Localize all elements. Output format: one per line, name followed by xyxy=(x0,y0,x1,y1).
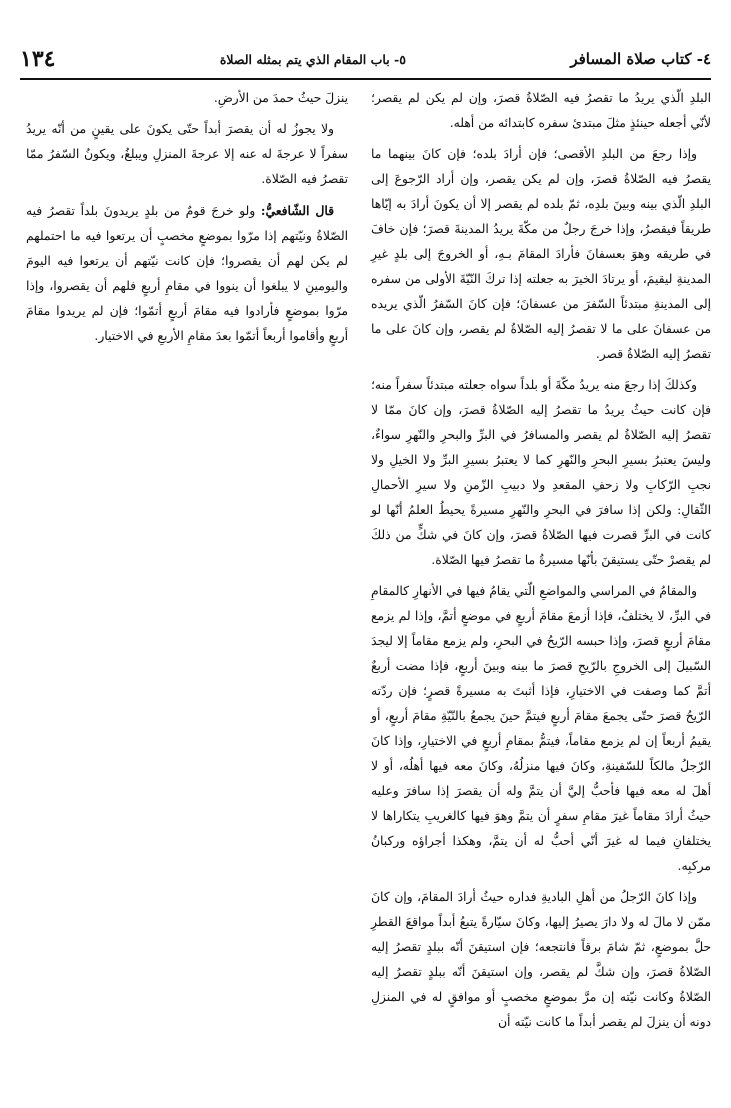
paragraph xyxy=(371,142,711,367)
paragraph xyxy=(371,579,711,879)
right-text-column xyxy=(371,86,711,1041)
paragraph xyxy=(371,885,711,1035)
chapter-title: ٤- كتاب صلاة المسافر xyxy=(570,50,711,68)
speaker-lead: قال الشّافعيُّ: xyxy=(260,203,334,218)
paragraph xyxy=(26,117,348,192)
running-header xyxy=(20,44,711,74)
paragraph-text: وكذلكَ إذا رجعَ منه يريدُ مكّةَ أو بلداً سواه جعلته مبتدئاً سفراً منه؛ فإن كانت حيثُ يريدُ ما تقصرُ إليه الصّلاةُ قصرَ، وإن كانَ ممّا لا تقصرُ إليه الصّلاةُ لم يقصر والمسافرُ في البرِّ والبحرِ والنّهرِ سواءٌ، وليسَ يعتبرُ بسيرِ البحرِ والنّهرِ كما لا يعتبرُ بسيرِ البرِّ ولا الخيلِ ولا نجبِ الرّكابِ ولا زحفِ المقعدِ ولا دبيبِ الزّمنِ ولا سيرِ الأحمالِ الثّقالِ: ولكن إذا سافرَ في البحرِ والنّهرِ مسيرةً يحيطُ العلمُ أنّها لو كانت في البرِّ قصرت فيها الصّلاةُ قصرَ، وإن كانَ في شكٍّ من ذلكَ لم يقصرْ حتّى يستيقنَ بأنّها مسيرةُ ما تقصرُ فيها الصّلاة. xyxy=(371,378,711,567)
paragraph-text: ولا يجوزُ له أن يقصرَ أبداً حتّى يكونَ على يقينٍ من أنّه يريدُ سفراً لا عرجةَ له عنه إلا عرجةَ المنزلِ ويبلغُ، ويكونُ السّفرُ ممّا تقصرُ فيه الصّلاة. xyxy=(26,122,348,186)
header-rule xyxy=(20,78,711,80)
paragraph xyxy=(26,86,348,111)
paragraph xyxy=(26,198,348,349)
page-number: ١٣٤ xyxy=(20,46,56,72)
paragraph-text: وإذا كانَ الرّجلُ من أهلِ الباديةِ فداره حيثُ أرادَ المقامَ، وإن كانَ ممّن لا مالَ له ولا دارَ يصيرُ إليها، وكانَ سيّارةً يتبعُ أبداً مواقعَ القطرِ حلَّ بموضعٍ، ثمّ شامَ برقاً فانتجعه؛ فإن استيقنَ أنّه ببلدٍ تقصرُ إليه الصّلاةُ قصرَ، وإن شكَّ لم يقصر، وإن استيقنَ أنّه ببلدٍ تقصرُ إليه الصّلاةُ وكانت نيّته إن مرَّ بموضعٍ مخصبٍ أو موافقٍ له في المنزلِ دونه أن ينزلَ لم يقصر أبداً ما كانت نيّته أن xyxy=(371,890,711,1029)
paragraph-text: والمقامُ في المراسي والمواضعِ الّتي يقامُ فيها في الأنهارِ كالمقامِ في البرِّ، لا يختلفُ، فإذا أزمعَ مقامَ أربعٍ في موضعٍ أتمَّ، وإذا لم يزمع مقامَ أربعٍ قصرَ، وإذا حبسه الرّيحُ في البحرِ، ولم يزمع مقاماً إلا ليجدَ السّبيلَ إلى الخروجِ بالرّيحِ قصرَ ما بينه وبينَ أربعٍ، فإذا مضت أربعٌ أتمَّ كما وصفت في الاختيارِ، فإذا أثبتَ به مسيرةً قصرٍ؛ فإن ردّته الرّيحُ قصرَ حتّى يجمعَ مقامَ أربعٍ فيتمَّ حينَ يجمعُ بالنّيّةِ مقامَ أربعٍ، أو يقيمُ أربعاً إن لم يزمع مقاماً، فيتمُّ بمقامِ أربعٍ في الاختيارِ، وإذا كانَ الرّجلُ مالكاً للسّفينةِ، وكانَ فيها منزلُهُ، وكانَ معه فيها أهلُه، أو لا أهلَ له معه فيها فأحبُّ إليَّ أن يتمَّ وله أن يقصرَ إذا سافرَ وعليه حيثُ أرادَ مقاماً غيرَ مقامِ سفرٍ أن يتمَّ وهوَ فيها كالغريبِ يتكاراها لا يختلفانِ فيما له غيرَ أنّي أحبُّ له أن يتمَّ، وهكذا أجراؤه وركبانُ مركبِه. xyxy=(371,584,711,873)
paragraph-text: البلدِ الّذي يريدُ ما تقصرُ فيه الصّلاةُ قصرَ، وإن لم يكن لم يقصر؛ لأنّي أجعله حينئذٍ مثلَ مبتدئ سفره كابتدائه من أهله. xyxy=(371,91,711,130)
paragraph-text: وإذا رجعَ من البلدِ الأقصى؛ فإن أرادَ بلده؛ فإن كانَ بينهما ما يقصرُ فيه الصّلاةُ قصرَ، وإن لم يكن يقصر، وإن أراد الرّجوعَ إلى البلدِ الّذي بينه وبينَ بلدِه، ثمّ بلده لم يقصر إلا أن يكونَ أرادَ به إيّاها طريقاً فيقصرُ، وإذا خرجَ رجلٌ من مكّةَ يريدُ المدينةَ قصرَ؛ فإن خافَ في طريقه وهوَ بعسفانَ فأرادَ المقامَ بـهِ، أو الخروجَ إلى بلدٍ غيرِ المدينةِ ليقيمَ، أو يرتادَ الخيرَ به جعلته إذا تركَ النّيّةَ الأولى من سفره إلى المدينةِ مبتدئاً السّفرَ من عسفانَ؛ فإن كانَ السّفرُ الّذي يريده من عسفانَ على ما لا تقصرُ إليه الصّلاةُ لم يقصر، وإن كانَ على ما تقصرُ إليه الصّلاةُ قصر. xyxy=(371,147,711,361)
section-title: ٥- باب المقام الذي يتم بمثله الصلاة xyxy=(219,51,406,67)
paragraph xyxy=(371,86,711,136)
left-text-column xyxy=(26,86,348,355)
paragraph xyxy=(371,373,711,573)
paragraph-text: ينزلَ حيثُ حمدَ من الأرضِ. xyxy=(213,91,348,105)
paragraph-text: ولو خرجَ قومٌ من بلدٍ يريدونَ بلداً تقصرُ فيه الصّلاةُ ونيّتهم إذا مرّوا بموضعٍ مخصبٍ أن يرتعوا فيه ما احتملهم لم يكن لهم أن يقصروا؛ فإن كانت نيّتهم أن يرتعوا فيه اليومَ واليومينِ لا يبلغوا أن ينووا في مقامِ أربعٍ فلهم أن يقصروا، وإذا مرّوا بموضعٍ فأرادوا فيه مقامَ أربعٍ أتمّوا؛ فإن لم يريدوا مقامَ أربعٍ وأقاموا أربعاً أتمّوا بعدَ مقامِ الأربعِ في الاختيار. xyxy=(26,204,348,343)
